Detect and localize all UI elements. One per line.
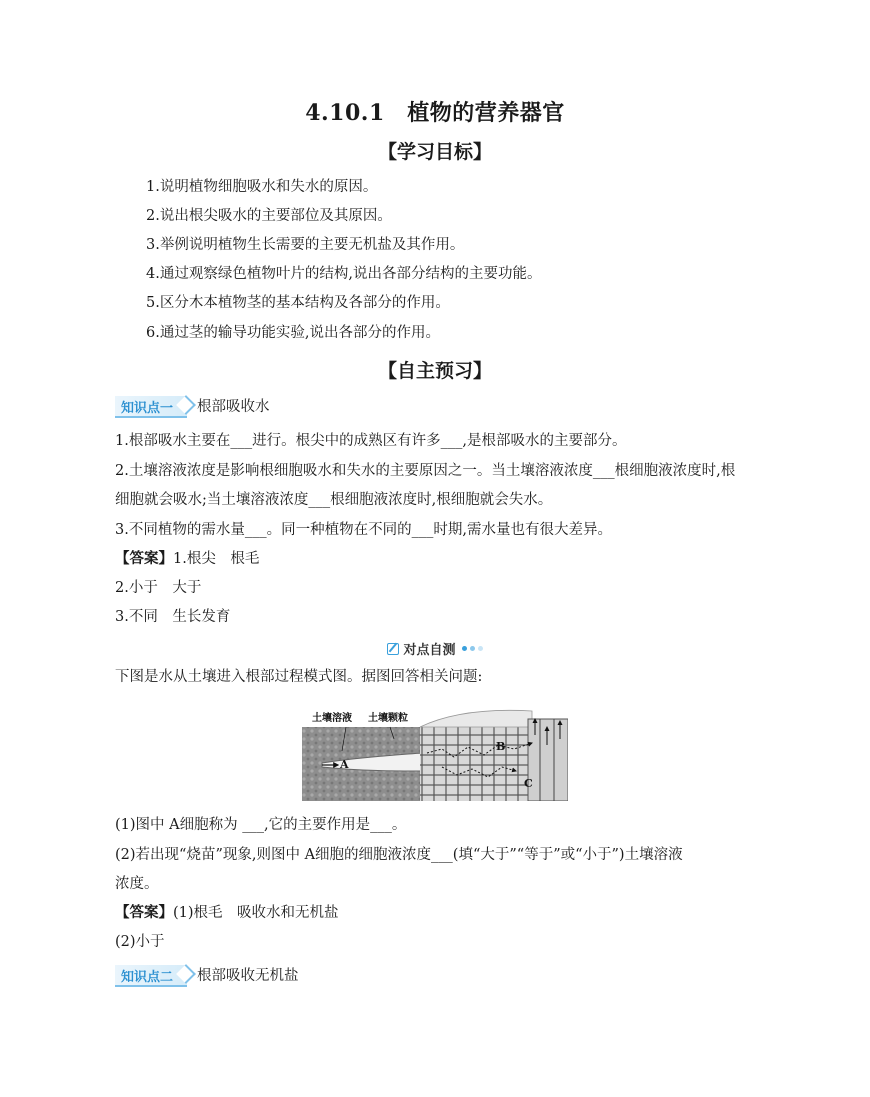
objective-item: 6.通过茎的输导功能实验,说出各部分的作用。: [146, 325, 440, 341]
knowledge-point-2-header: [115, 965, 299, 987]
knowledge-point-title: 根部吸收无机盐: [197, 968, 299, 984]
label-b: B: [496, 740, 506, 753]
question-line: 细胞就会吸水;当土壤溶液浓度___根细胞液浓度时,根细胞就会失水。: [115, 492, 553, 508]
page-title: 4.10.1 植物的营养器官: [305, 100, 565, 126]
question-intro: 下图是水从土壤进入根部过程模式图。据图回答相关问题:: [115, 669, 483, 685]
objective-item: 5.区分木本植物茎的基本结构及各部分的作用。: [146, 295, 450, 311]
objective-item: 1.说明植物细胞吸水和失水的原因。: [146, 179, 378, 195]
answer-text: (1)根毛 吸收水和无机盐: [173, 905, 339, 921]
objective-item: 3.举例说明植物生长需要的主要无机盐及其作用。: [146, 237, 465, 253]
question-line: (1)图中 A细胞称为 ___,它的主要作用是___。: [115, 817, 407, 833]
self-test-heading: [0, 639, 870, 658]
label-c: C: [524, 777, 533, 790]
knowledge-point-title: 根部吸收水: [197, 399, 270, 415]
label-a: A: [340, 758, 349, 771]
question-line: (2)若出现“烧苗”现象,则图中 A细胞的细胞液浓度___(填“大于”“等于”或“小于”)土壤溶液: [115, 847, 683, 863]
label-soil-solution: 土壤溶液: [312, 713, 352, 724]
knowledge-point-badge: 知识点一: [115, 396, 187, 418]
answer-line: [115, 903, 339, 923]
answer-line: [115, 549, 259, 569]
question-line: 1.根部吸水主要在___进行。根尖中的成熟区有许多___,是根部吸水的主要部分。: [115, 433, 627, 449]
objective-item: 2.说出根尖吸水的主要部位及其原因。: [146, 208, 392, 224]
root-water-absorption-figure: [302, 705, 568, 801]
answer-line: (2)小于: [115, 934, 165, 950]
answer-text: 1.根尖 根毛: [173, 551, 260, 567]
label-soil-particle: 土壤颗粒: [368, 713, 408, 724]
question-line: 2.土壤溶液浓度是影响根细胞吸水和失水的主要原因之一。当土壤溶液浓度___根细胞液浓度时,根: [115, 463, 736, 479]
answer-key-label: 【答案】: [115, 904, 173, 921]
section-heading-goals: 【学习目标】: [377, 141, 492, 163]
section-heading-preview: 【自主预习】: [377, 360, 492, 382]
self-test-label: 对点自测: [403, 643, 456, 658]
objective-item: 4.通过观察绿色植物叶片的结构,说出各部分结构的主要功能。: [146, 266, 542, 282]
answer-key-label: 【答案】: [115, 550, 173, 567]
question-line: 3.不同植物的需水量___。同一种植物在不同的___时期,需水量也有很大差异。: [115, 522, 612, 538]
answer-line: 3.不同 生长发育: [115, 609, 231, 625]
knowledge-point-badge: 知识点二: [115, 965, 187, 987]
knowledge-point-1-header: [115, 396, 270, 418]
question-line: 浓度。: [115, 876, 159, 892]
pencil-icon: [387, 643, 399, 655]
answer-line: 2.小于 大于: [115, 580, 202, 596]
dots-icon: [462, 646, 483, 651]
